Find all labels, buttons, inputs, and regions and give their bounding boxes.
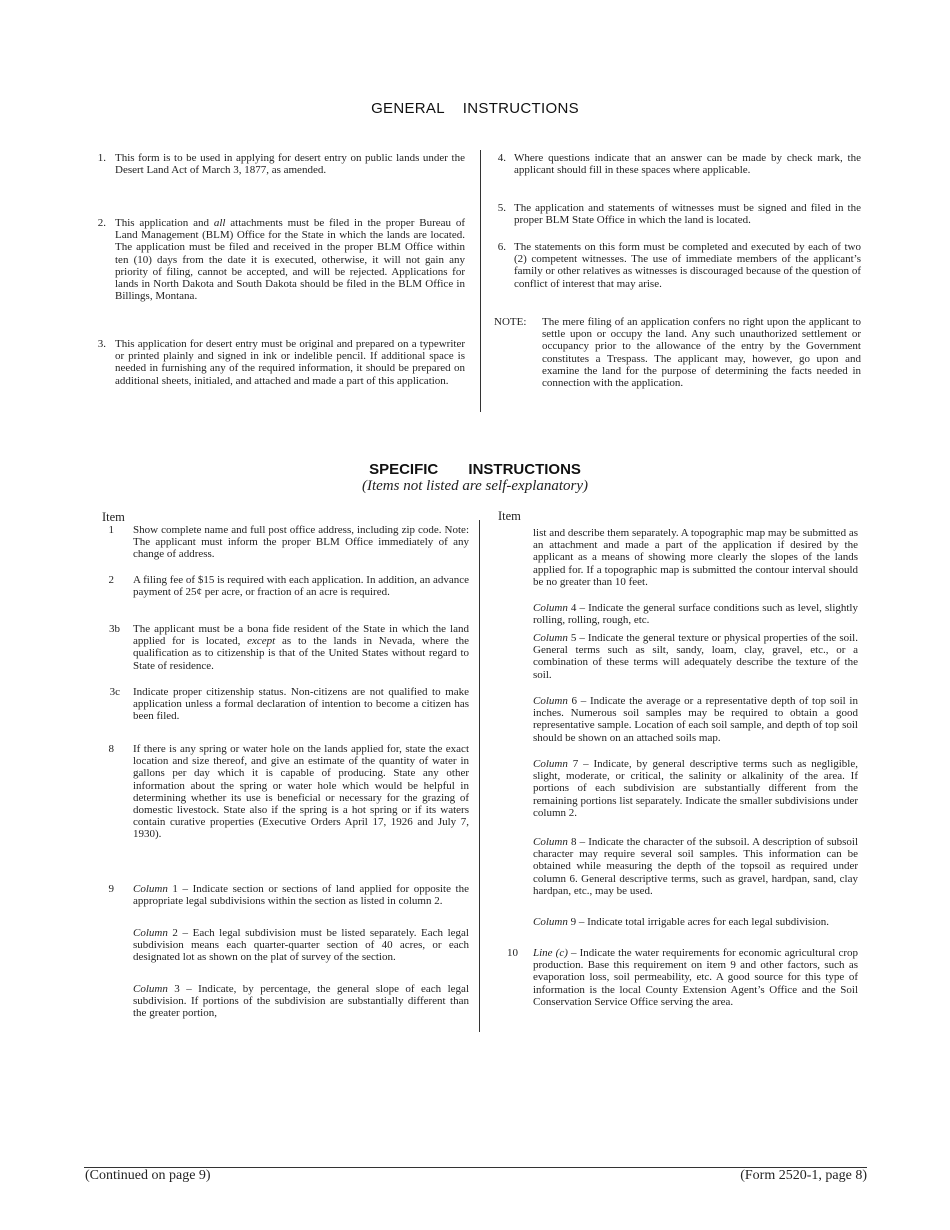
item-number: 6.	[497, 241, 506, 253]
footer-continued-note: (Continued on page 9)	[85, 1168, 211, 1183]
item-number: 9	[108, 883, 114, 895]
column-9-text: Column 9 – Indicate total irrigable acres for each legal subdivision.	[533, 916, 829, 928]
item-text: A filing fee of $15 is required with each application. In addition, an advance payment of 25¢ per acre, or fraction of an acre is required.	[133, 574, 469, 599]
item-number: 3b	[109, 623, 120, 635]
item-number: 5.	[497, 202, 506, 214]
item-number: 3.	[97, 338, 106, 350]
note-label: NOTE:	[494, 316, 527, 328]
item-number: 8	[108, 743, 114, 755]
item-column-header-right: Item	[498, 509, 521, 523]
item-number: 10	[507, 947, 518, 959]
column-4-text: Column 4 – Indicate the general surface conditions such as level, slightly rolling, rolling, rough, etc.	[533, 602, 858, 627]
column-7-text: Column 7 – Indicate, by general descriptive terms such as negligible, slight, moderate, or critical, the salinity or alkalinity of the area. If portions of each subdivision are substantially different from the remaining portions list separately. Indicate the smaller subdivisions under column 2.	[533, 758, 858, 819]
item-text: The statements on this form must be completed and executed by each of two (2) competent witnesses. The use of immediate members of the applicant’s family or other relatives as witnesses is discouraged because of the question of conflict of interest that may arise.	[514, 241, 861, 290]
item-number: 4.	[497, 152, 506, 164]
item-number: 1.	[97, 152, 106, 164]
column-1-text: Column 1 – Indicate section or sections of land applied for opposite the appropriate legal subdivisions within the section as listed in column 2.	[133, 883, 469, 908]
item-text: Indicate proper citizenship status. Non-citizens are not qualified to make application unless a formal declaration of intention to become a citizen has been filed.	[133, 686, 469, 723]
item-text: Show complete name and full post office address, including zip code. Note: The applicant must inform the proper BLM Office immediately of any change of address.	[133, 524, 469, 561]
item-text: This application and all attachments must be filed in the proper Bureau of Land Management (BLM) Office for the State in which the lands are located. The application must be filed and received in the proper BLM Office within ten (10) days from the date it is executed, otherwise, it will not gain any priority of filing, cannot be accepted, and will be rejected. Applications for lands in North Dakota and South Dakota should be filed in the BLM Office in Billings, Montana.	[115, 217, 466, 303]
item-text: The application and statements of witnesses must be signed and filed in the proper BLM State Office in which the land is located.	[514, 202, 861, 227]
continued-text: list and describe them separately. A topographic map may be submitted as an attachment and made a part of the application if desired by the applicant as a means of showing more clearly the slopes of the lands applied for. If a topographic map is submitted the contour interval should be no greater than 10 feet.	[533, 527, 858, 588]
general-column-divider	[480, 150, 481, 412]
column-2-text: Column 2 – Each legal subdivision must be listed separately. Each legal subdivision means each quarter-quarter section of 40 acres, or each designated lot as shown on the plat of survey of the section.	[133, 927, 469, 964]
note-text: The mere filing of an application confers no right upon the applicant to settle upon or occupy the land. Any such unauthorized settlement or occupancy prior to the allowance of the entry by the Government constitutes a Trespass. The applicant may, however, go upon and examine the land for the purpose of determining the facts needed in connection with the application.	[542, 316, 861, 390]
item-text: The applicant must be a bona fide resident of the State in which the land applied for is located, except as to the lands in Nevada, where the qualification as to citizenship is that of the United States without regard to State of residence.	[133, 623, 469, 672]
item-text: This form is to be used in applying for desert entry on public lands under the Desert Land Act of March 3, 1877, as amended.	[115, 152, 465, 177]
item-number: 3c	[109, 686, 120, 698]
item-text: If there is any spring or water hole on the lands applied for, state the exact location and size thereof, and give an estimate of the quantity of water in gallons per day which it is capable of producing. State any other information about the spring or water hole which would be helpful in determining whether its use is beneficial or necessary for the grazing of domestic livestock. State also if the spring is a hot spring or if its waters contain curative properties (Executive Orders April 17, 1926 and July 7, 1930).	[133, 743, 469, 841]
item-number: 2.	[97, 217, 106, 229]
item-number: 2	[108, 574, 114, 586]
column-3-text: Column 3 – Indicate, by percentage, the general slope of each legal subdivision. If portions of the subdivision are substantially different than the greater portion,	[133, 983, 469, 1020]
column-8-text: Column 8 – Indicate the character of the subsoil. A description of subsoil character may require several soil samples. This information can be obtained while measuring the depth of the topsoil as required under column 6. General descriptive terms, such as gravel, hardpan, sand, clay hardpan, etc., may be used.	[533, 836, 858, 897]
general-instructions-title: GENERAL INSTRUCTIONS	[371, 100, 579, 117]
item-column-header-left: Item	[102, 510, 125, 524]
column-5-text: Column 5 – Indicate the general texture or physical properties of the soil. General terms such as silt, sandy, loam, clay, gravel, etc., or a combination of these terms will adequately describe the texture of the soil.	[533, 632, 858, 681]
specific-instructions-subtitle: (Items not listed are self-explanatory)	[361, 478, 589, 494]
item-text: Where questions indicate that an answer can be made by check mark, the applicant should fill in these spaces where applicable.	[514, 152, 861, 177]
footer-form-page: (Form 2520-1, page 8)	[740, 1168, 867, 1183]
specific-instructions-title: SPECIFIC INSTRUCTIONS	[369, 461, 581, 478]
specific-column-divider	[479, 520, 480, 1032]
item-number: 1	[108, 524, 114, 536]
column-6-text: Column 6 – Indicate the average or a representative depth of top soil in inches. Numerous soil samples may be required to obtain a good representative sample. Location of each soil sample, and depth of top soil should be shown on an attached soils map.	[533, 695, 858, 744]
item-text: Line (c) – Indicate the water requirements for economic agricultural crop production. Base this requirement on item 9 and other factors, such as evaporation loss, soil permeability, etc. A good source for this type of information is the local County Extension Agent’s Office and the Soil Conservation Service Office serving the area.	[533, 947, 858, 1008]
item-text: This application for desert entry must be original and prepared on a typewriter or printed plainly and signed in ink or indelible pencil. If additional space is needed in furnishing any of the required information, it should be prepared on additional sheets, initialed, and attached and made a part of this application.	[115, 338, 465, 387]
